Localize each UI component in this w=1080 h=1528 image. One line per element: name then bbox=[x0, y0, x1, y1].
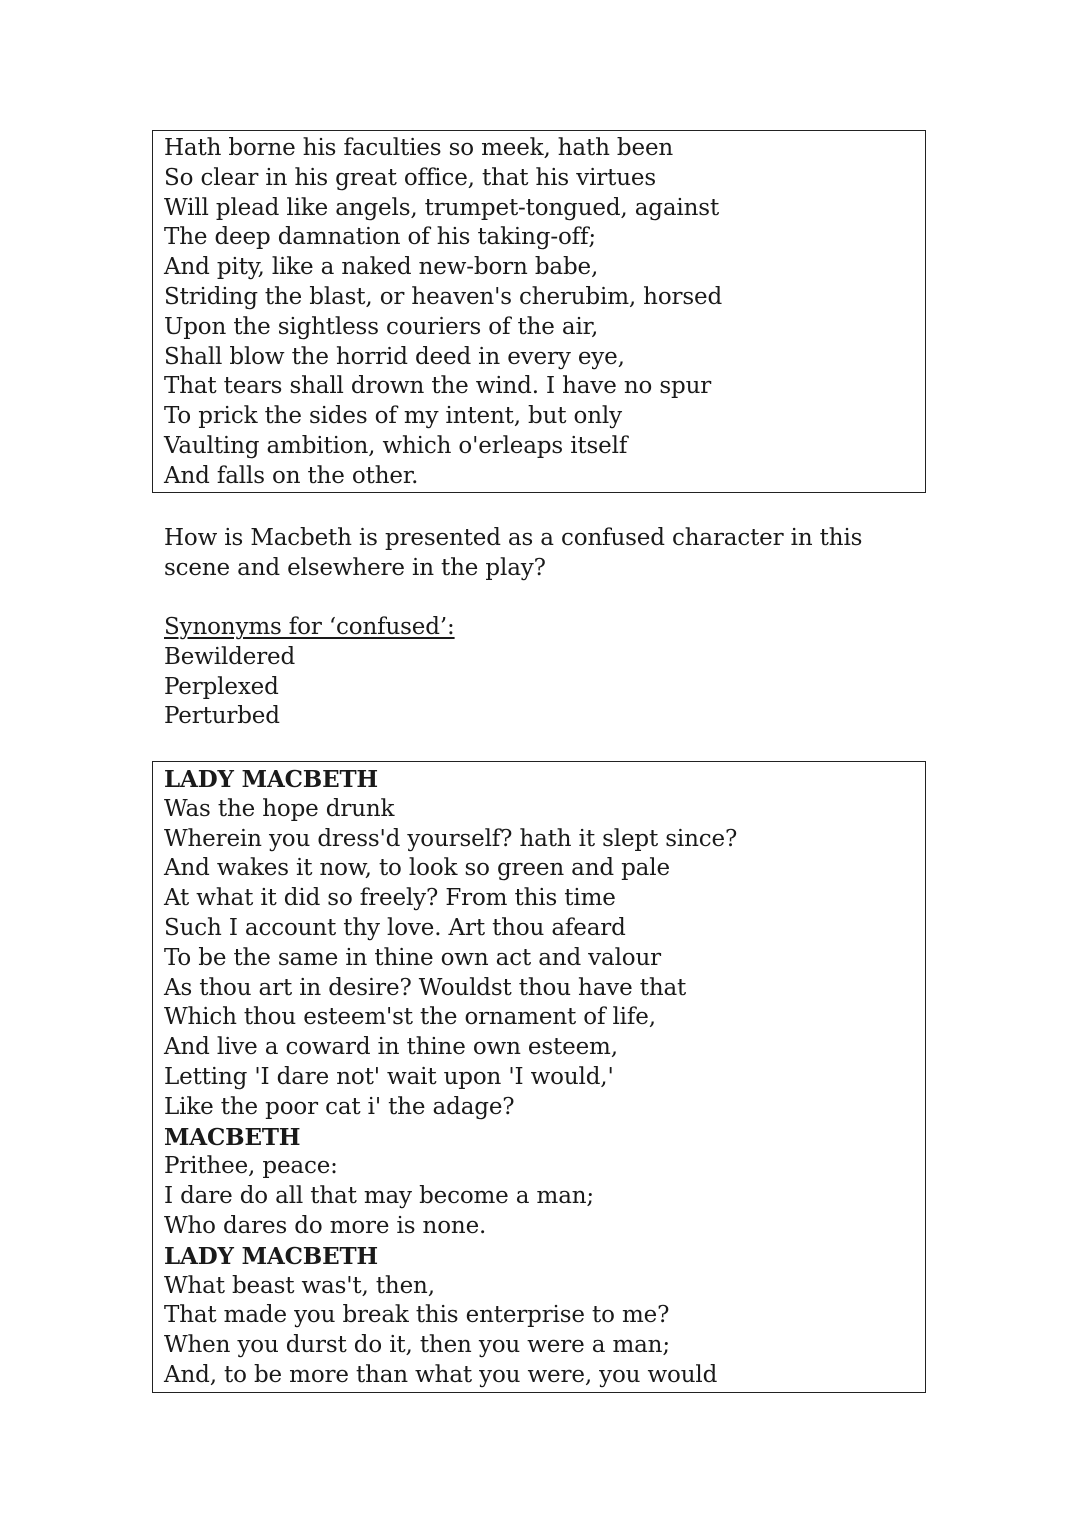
extract-line: As thou art in desire? Wouldst thou have that bbox=[164, 974, 687, 1001]
extract-line: Upon the sightless couriers of the air, bbox=[164, 313, 599, 340]
extract-line: Hath borne his faculties so meek, hath been bbox=[164, 135, 674, 161]
extract-line: When you durst do it, then you were a man; bbox=[164, 1332, 670, 1359]
essay-question: How is Macbeth is presented as a confused character in this scene and elsewhere in the play? bbox=[164, 525, 863, 581]
extract-line: And pity, like a naked new-born babe, bbox=[164, 254, 599, 281]
extract-line: And, to be more than what you were, you would bbox=[164, 1361, 718, 1388]
extract-line: What beast was't, then, bbox=[164, 1272, 435, 1299]
speaker-name: LADY MACBETH bbox=[164, 1242, 379, 1270]
extract-line: Prithee, peace: bbox=[164, 1153, 338, 1180]
extract-line: To be the same in thine own act and valour bbox=[164, 944, 661, 971]
extract-line: Will plead like angels, trumpet-tongued, against bbox=[164, 194, 720, 221]
extract-line: Like the poor cat i' the adage? bbox=[164, 1093, 515, 1120]
extract-line: I dare do all that may become a man; bbox=[164, 1183, 595, 1210]
synonym-item: Bewildered bbox=[164, 643, 296, 670]
extract-line: That made you break this enterprise to me? bbox=[164, 1302, 670, 1329]
extract-line: Such I account thy love. Art thou afeard bbox=[164, 914, 626, 941]
synonyms-heading: Synonyms for ‘confused’: bbox=[164, 614, 455, 640]
extract-line: Which thou esteem'st the ornament of life, bbox=[164, 1004, 656, 1031]
extract-box-macbeth-soliloquy bbox=[152, 130, 926, 493]
extract-line: Shall blow the horrid deed in every eye, bbox=[164, 343, 625, 370]
extract-line: And falls on the other. bbox=[164, 462, 419, 489]
extract-line: That tears shall drown the wind. I have no spur bbox=[164, 373, 712, 400]
extract-line: Wherein you dress'd yourself? hath it slept since? bbox=[164, 825, 738, 852]
extract-line: At what it did so freely? From this time bbox=[164, 885, 616, 912]
extract-line: Letting 'I dare not' wait upon 'I would,' bbox=[164, 1063, 614, 1090]
extract-line: And wakes it now, to look so green and pale bbox=[164, 855, 670, 882]
extract-line: And live a coward in thine own esteem, bbox=[164, 1034, 618, 1061]
synonym-item: Perturbed bbox=[164, 703, 280, 730]
extract-line: So clear in his great office, that his virtues bbox=[164, 164, 657, 191]
extract-line: The deep damnation of his taking-off; bbox=[164, 224, 596, 251]
synonyms-list bbox=[164, 613, 455, 732]
extract-box-dialogue bbox=[152, 761, 926, 1393]
extract-line: Striding the blast, or heaven's cherubim, horsed bbox=[164, 283, 723, 310]
extract-line: To prick the sides of my intent, but only bbox=[164, 403, 622, 430]
speaker-name: MACBETH bbox=[164, 1123, 301, 1151]
extract-line: Was the hope drunk bbox=[164, 795, 395, 822]
extract-line: Vaulting ambition, which o'erleaps itself bbox=[164, 432, 628, 459]
synonym-item: Perplexed bbox=[164, 673, 279, 700]
extract-line: Who dares do more is none. bbox=[164, 1212, 487, 1239]
speaker-name: LADY MACBETH bbox=[164, 766, 379, 793]
